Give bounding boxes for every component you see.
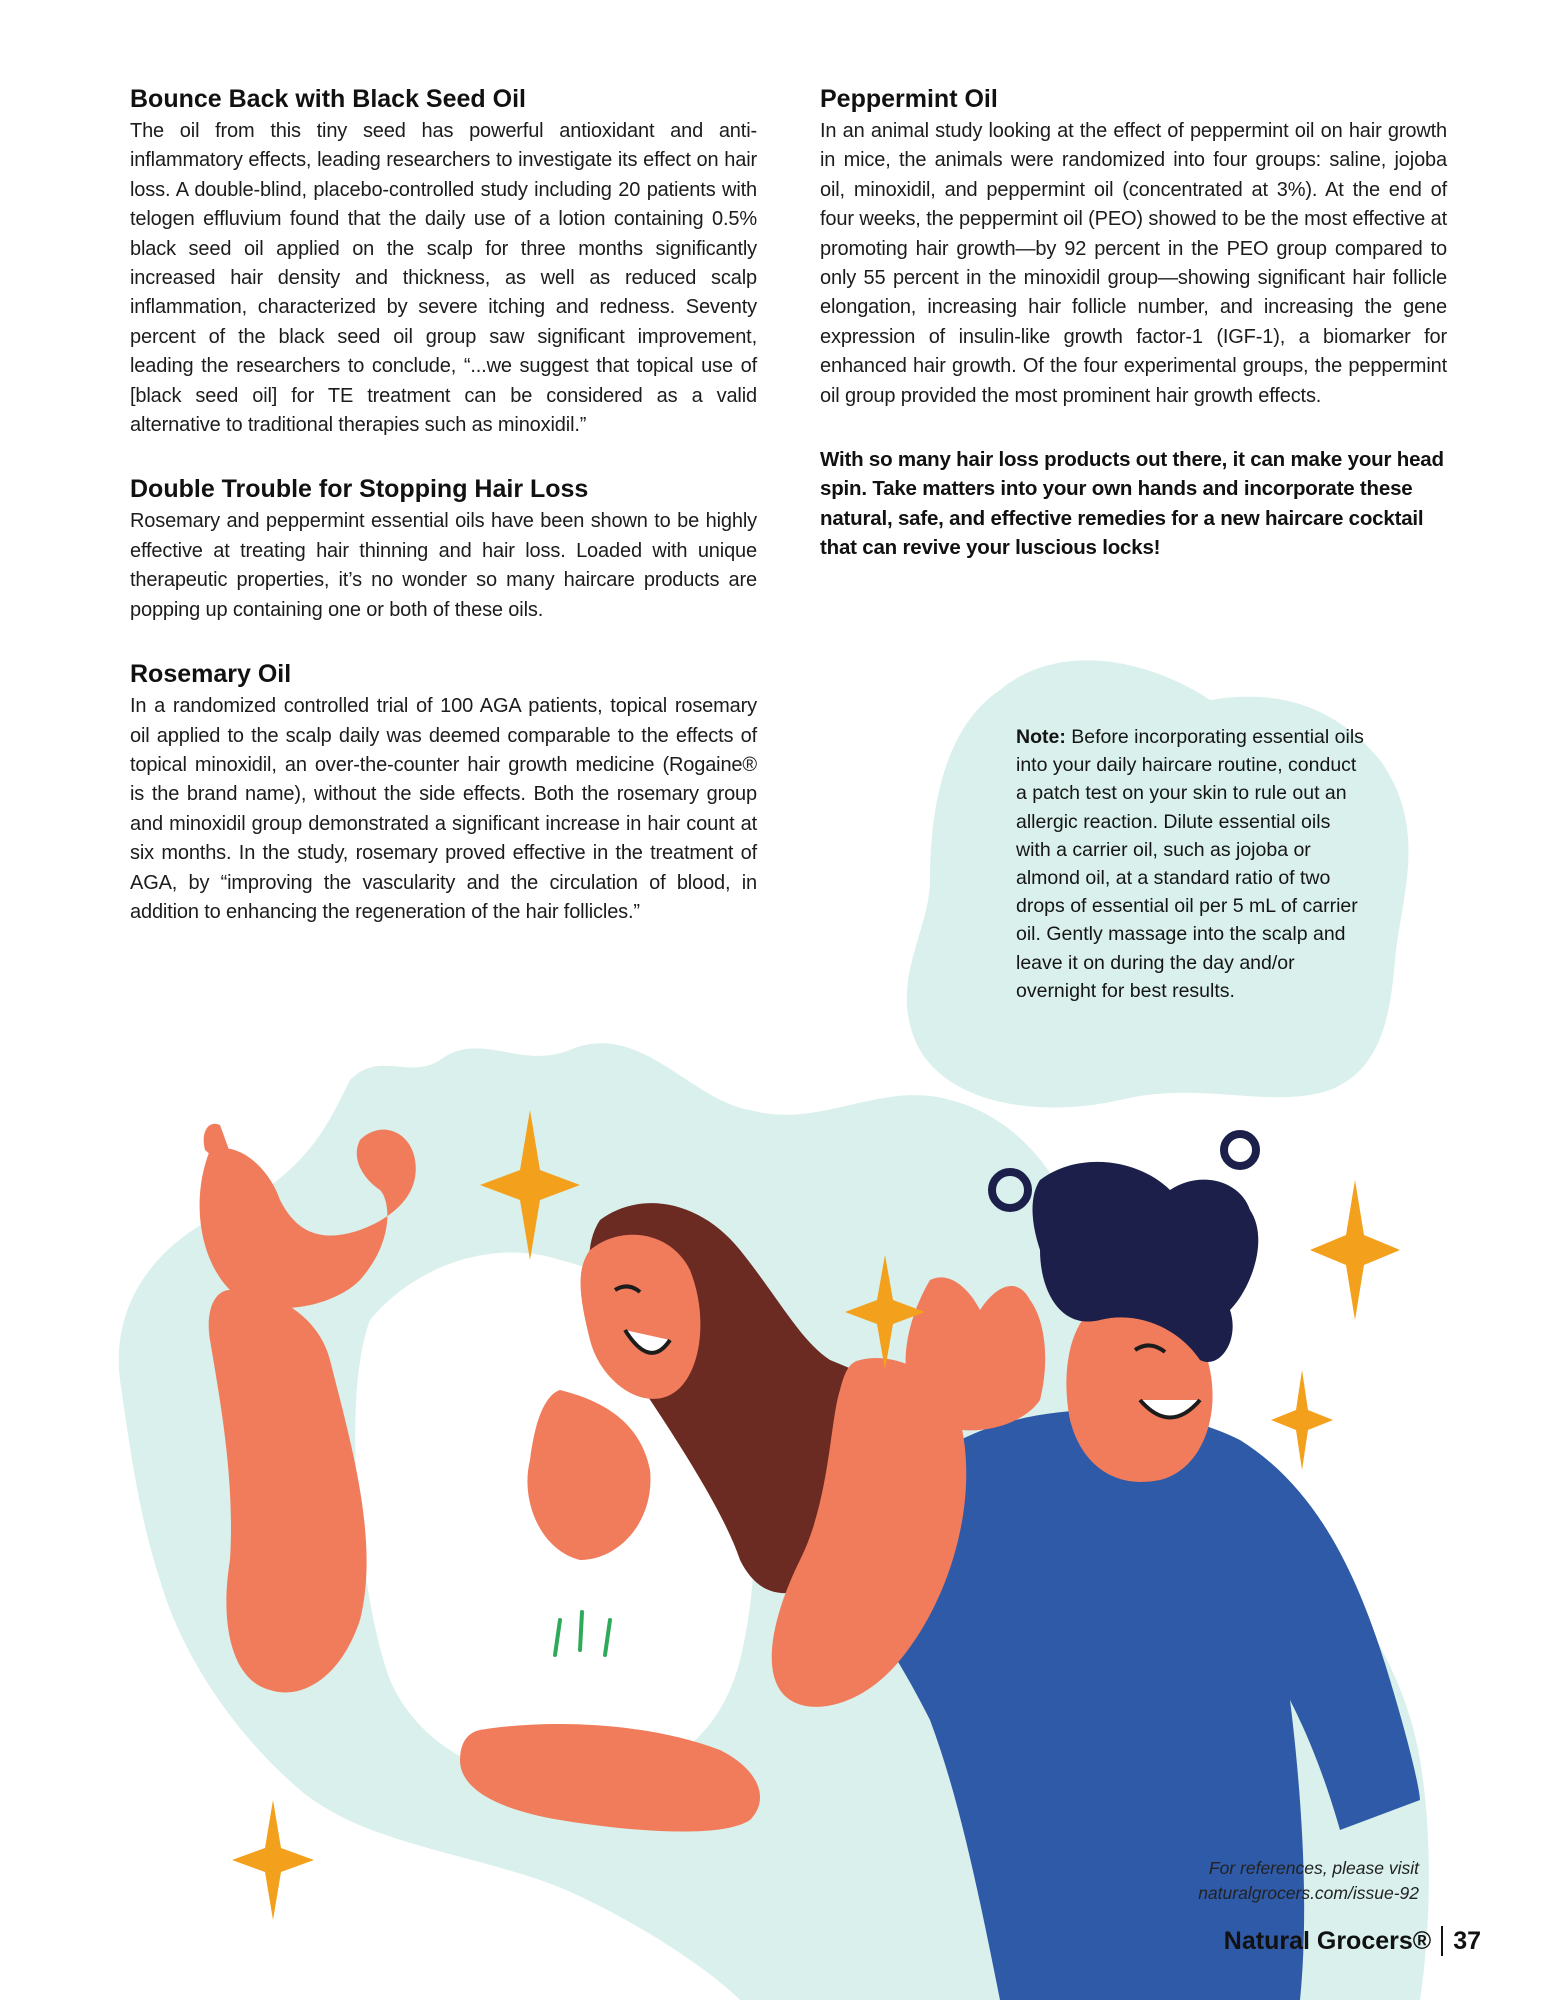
section-body: In a randomized controlled trial of 100 AGA patients, topical rosemary oil applied to the scalp daily was deemed comparable to the effects of topical minoxidil, an over-the-counter hair growth medicine (Rogaine® is the brand name), without the side effects. Both the rosemary group and minoxidil group demonstrated a significant increase in hair count at six months. In the study, rosemary proved effective in the treatment of AGA, by “improving the vascularity and the circulation of blood, in addition to enhancing the regeneration of the hair follicles.” xyxy=(130,695,757,923)
footer-divider xyxy=(1441,1926,1443,1956)
section-heading: Bounce Back with Black Seed Oil xyxy=(130,85,526,113)
left-column xyxy=(130,84,757,961)
section-peppermint-oil xyxy=(820,84,1447,411)
note-text: Before incorporating essential oils into your daily haircare routine, conduct a patch test on your skin to rule out an allergic reaction. Dilute essential oils with a carrier oil, such as jojoba or almond oil, at a standard ratio of two drops of essential oil per 5 mL of carrier oil. Gently massage into the scalp and leave it on during the day and/or overnight for best results. xyxy=(1016,726,1364,1002)
section-double-trouble xyxy=(130,474,757,625)
section-black-seed-oil xyxy=(130,84,757,440)
sparkle-3 xyxy=(1310,1180,1400,1320)
references-line-1: For references, please visit xyxy=(1208,1858,1419,1878)
page-number: 37 xyxy=(1453,1926,1481,1955)
section-heading: Rosemary Oil xyxy=(130,660,292,689)
note-label: Note: xyxy=(1016,726,1066,748)
sparkle-4 xyxy=(1271,1370,1333,1470)
section-heading: Double Trouble for Stopping Hair Loss xyxy=(130,475,589,504)
right-column xyxy=(820,84,1447,563)
section-body: The oil from this tiny seed has powerful antioxidant and anti-inflammatory effects, leading researchers to investigate its effect on hair loss. A double-blind, placebo-controlled study including 20 patients with telogen effluvium found that the daily use of a lotion containing 0.5% black seed oil applied on the scalp for three months significantly increased hair density and thickness, as well as reduced scalp inflammation, characterized by severe itching and redness. Seventy percent of the black seed oil group saw significant improvement, leading the researchers to conclude, “...we suggest that topical use of [black seed oil] for TE treatment can be considered as a valid alternative to traditional therapies such as minoxidil.” xyxy=(130,120,757,437)
section-body: Rosemary and peppermint essential oils have been shown to be highly effective at treating hair thinning and hair loss. Loaded with unique therapeutic properties, it’s no wonder so many haircare products are popping up containing one or both of these oils. xyxy=(130,510,757,621)
man-hair-curl-2 xyxy=(1224,1134,1256,1166)
page-footer xyxy=(1224,1926,1481,1956)
section-heading: Peppermint Oil xyxy=(820,85,998,113)
closing-paragraph: With so many hair loss products out there, it can make your head spin. Take matters into your own hands and incorporate these natural, safe, and effective remedies for a new haircare cocktail that can revive your luscious locks! xyxy=(820,448,1444,560)
note-callout xyxy=(1016,723,1366,1005)
sparkle-5 xyxy=(232,1800,314,1920)
section-body: In an animal study looking at the effect of peppermint oil on hair growth in mice, the animals were randomized into four groups: saline, jojoba oil, minoxidil, and peppermint oil (concentrated at 3%). At the end of four weeks, the peppermint oil (PEO) showed to be the most effective at promoting hair growth—by 92 percent in the PEO group compared to only 55 percent in the minoxidil group—showing significant hair follicle elongation, increasing hair follicle number, and increasing the gene expression of insulin-like growth factor-1 (IGF-1), a biomarker for enhanced hair growth. Of the four experimental groups, the peppermint oil group provided the most prominent hair growth effects. xyxy=(820,120,1447,407)
references xyxy=(1198,1856,1419,1906)
section-rosemary-oil xyxy=(130,659,757,927)
brand-name: Natural Grocers® xyxy=(1223,1926,1432,1955)
references-link[interactable]: naturalgrocers.com/issue-92 xyxy=(1198,1883,1419,1903)
